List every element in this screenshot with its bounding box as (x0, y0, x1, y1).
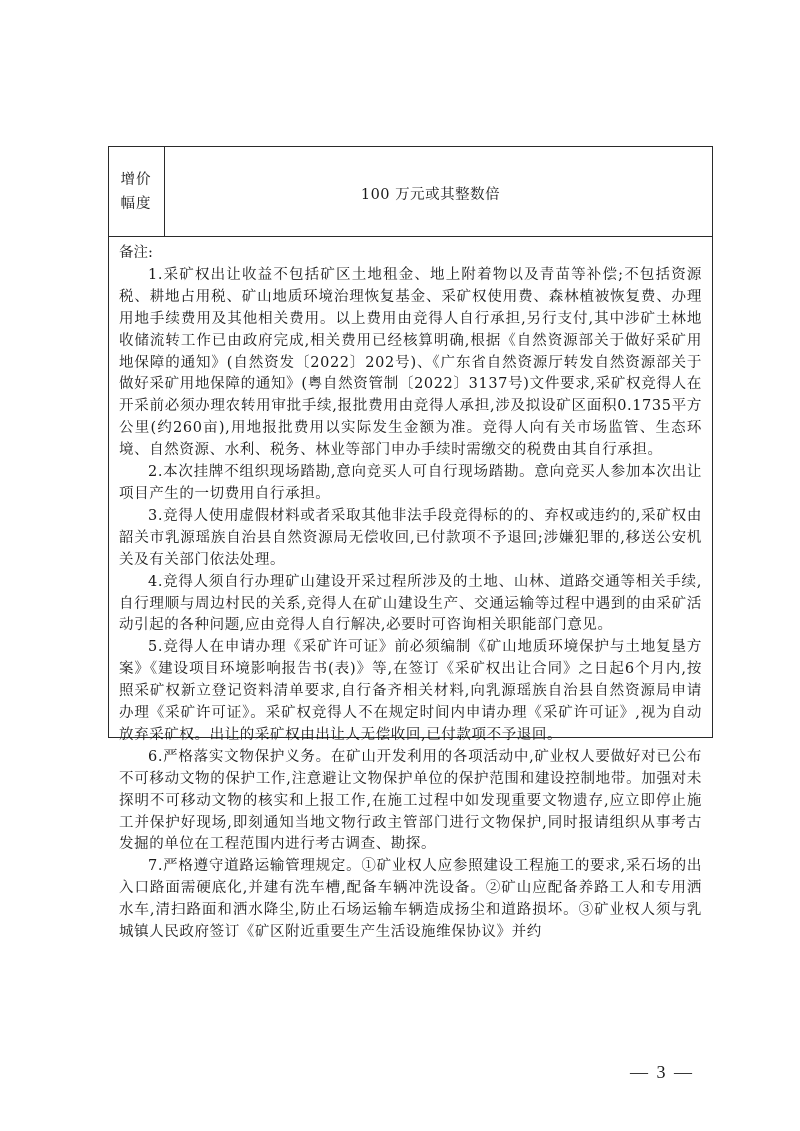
increment-row (109, 147, 712, 237)
increment-label: 增价幅度 (120, 171, 152, 212)
note-item-2: 2.本次挂牌不组织现场踏勘,意向竞买人可自行现场踏勘。意向竞买人参加本次出让项目产生的一切费用自行承担。 (119, 464, 702, 502)
increment-value-cell (165, 147, 712, 236)
increment-value: 100 万元或其整数倍 (360, 187, 501, 203)
note-item-6: 6.严格落实文物保护义务。在矿山开发利用的各项活动中,矿业权人要做好对已公布不可移动文物的保护工作,注意避让文物保护单位的保护范围和建设控制地带。加强对未探明不可移动文物的核实和上报工作,在施工过程中如发现重要文物遗存,应立即停止施工并保护好现场,即刻通知当地文物行政主管部门进行文物保护,同时报请组织从事考古发掘的单位在工程范围内进行考古调查、勘探。 (119, 748, 702, 853)
notes-section (109, 237, 712, 944)
note-item-4: 4.竞得人须自行办理矿山建设开采过程所涉及的土地、山林、道路交通等相关手续,自行理顺与周边村民的关系,竞得人在矿山建设生产、交通运输等过程中遇到的由采矿活动引起的各种问题,应由竞得人自行解决,必要时可咨询相关职能部门意见。 (119, 573, 702, 634)
note-item-3: 3.竞得人使用虚假材料或者采取其他非法手段竞得标的的、弃权或违约的,采矿权由韶关市乳源瑶族自治县自然资源局无偿收回,已付款项不予退回;涉嫌犯罪的,移送公安机关及有关部门依法处理。 (119, 507, 702, 568)
notes-title: 备注: (119, 245, 153, 261)
page-number: — 3 — (630, 1062, 694, 1082)
bid-table (108, 146, 713, 941)
note-item-1: 1.采矿权出让收益不包括矿区土地租金、地上附着物以及青苗等补偿;不包括资源税、耕地占用税、矿山地质环境治理恢复基金、采矿权使用费、森林植被恢复费、办理用地手续费用及其他相关费用。以上费用由竞得人自行承担,另行支付,其中涉矿土林地收储流转工作已由政府完成,相关费用已经核算明确,根据《自然资源部关于做好采矿用地保障的通知》(自然资发〔2022〕202号)、《广东省自然资源厅转发自然资源部关于做好采矿用地保障的通知》(粤自然资管制〔2022〕3137号)文件要求,采矿权竞得人在开采前必须办理农转用审批手续,报批费用由竞得人承担,涉及拟设矿区面积0.1735平方公里(约260亩),用地报批费用以实际发生金额为准。竞得人向有关市场监管、生态环境、自然资源、水利、税务、林业等部门申办手续时需缴交的税费由其自行承担。 (119, 266, 702, 459)
increment-label-cell (109, 147, 165, 236)
note-item-7: 7.严格遵守道路运输管理规定。①矿业权人应参照建设工程施工的要求,采石场的出入口路面需硬底化,并建有洗车槽,配备车辆冲洗设备。②矿山应配备养路工人和专用洒水车,清扫路面和洒水降尘,防止石场运输车辆造成扬尘和道路损坏。③矿业权人须与乳城镇人民政府签订《矿区附近重要生产生活设施维保协议》并约 (119, 858, 702, 941)
note-item-5: 5.竞得人在申请办理《采矿许可证》前必须编制《矿山地质环境保护与土地复垦方案》《建设项目环境影响报告书(表)》等,在签订《采矿权出让合同》之日起6个月内,按照采矿权新立登记资料清单要求,自行备齐相关材料,向乳源瑶族自治县自然资源局申请办理《采矿许可证》。采矿权竞得人不在规定时间内申请办理《采矿许可证》,视为自动放弃采矿权。出让的采矿权由出让人无偿收回,已付款项不予退回。 (119, 639, 702, 743)
